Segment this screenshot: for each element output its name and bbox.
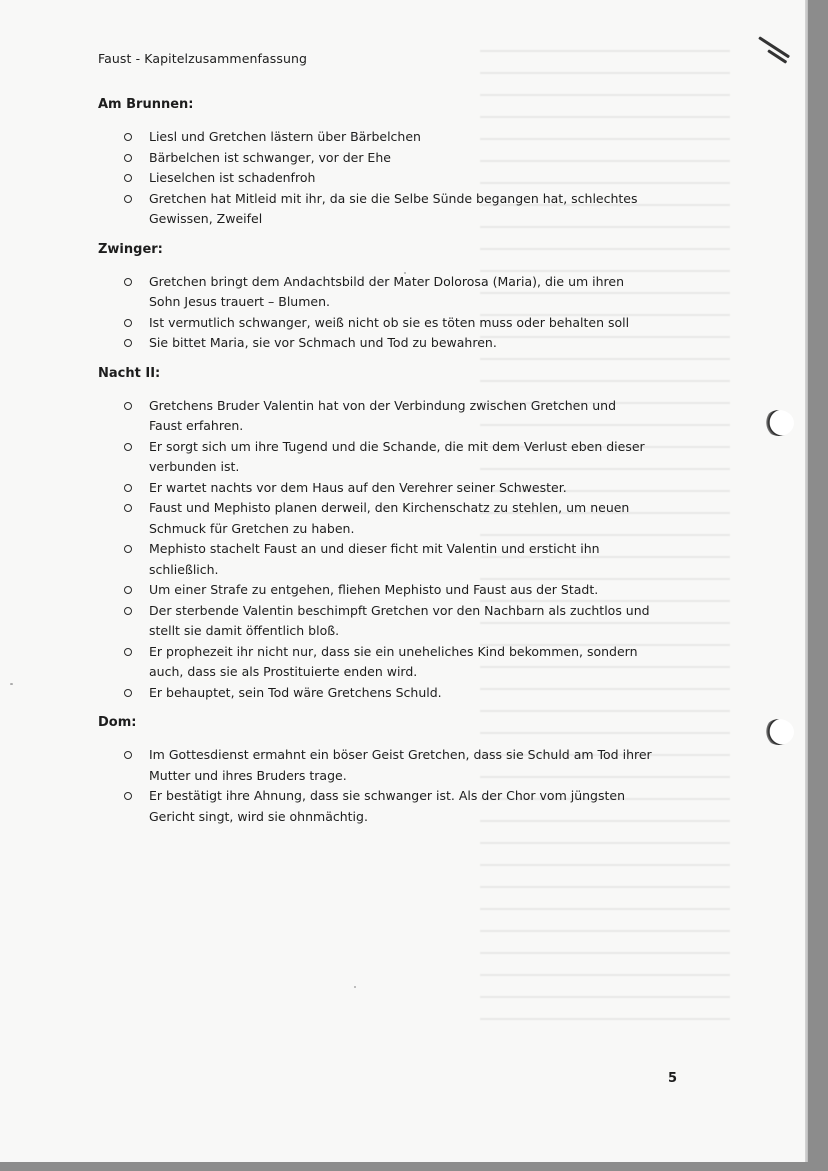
- section-heading: Am Brunnen:: [98, 97, 194, 112]
- bullet-text-line: Er prophezeit ihr nicht nur, dass sie ein uneheliches Kind bekommen, sondern: [149, 643, 638, 659]
- section: [98, 713, 688, 827]
- bullet-text-line: Gewissen, Zweifel: [149, 211, 263, 226]
- bullet-item: [98, 396, 688, 437]
- bullet-item: [98, 498, 688, 539]
- bullet-circle-icon: [124, 402, 132, 410]
- bullet-text-line: Sohn Jesus trauert – Blumen.: [149, 294, 330, 309]
- bullet-item: [98, 642, 688, 683]
- bullet-text-line: Sie bittet Maria, sie vor Schmach und Tod zu bewahren.: [149, 335, 497, 350]
- bullet-circle-icon: [124, 751, 132, 759]
- bullet-circle-icon: [124, 278, 132, 286]
- bullet-item: [98, 148, 688, 169]
- bullet-text-line: Der sterbende Valentin beschimpft Gretchen vor den Nachbarn als zuchtlos und: [149, 602, 650, 618]
- bullet-circle-icon: [124, 484, 132, 492]
- bullet-text-line: Gretchen bringt dem Andachtsbild der Mater Dolorosa (Maria), die um ihren: [149, 273, 625, 289]
- bullet-circle-icon: [124, 689, 132, 697]
- bullet-circle-icon: [124, 504, 132, 512]
- bullet-item: [98, 539, 688, 580]
- bullet-item: [98, 437, 688, 478]
- bullet-item: [98, 478, 688, 499]
- bullet-circle-icon: [124, 133, 132, 141]
- section: [98, 95, 688, 230]
- bullet-text-line: Gretchen hat Mitleid mit ihr, da sie die Selbe Sünde begangen hat, schlechtes: [149, 190, 638, 206]
- bullet-item: [98, 580, 688, 601]
- section-heading: Zwinger:: [98, 241, 163, 257]
- bullet-text-line: Er sorgt sich um ihre Tugend und die Schande, die mit dem Verlust eben dieser: [149, 438, 645, 454]
- bullet-item: [98, 601, 688, 642]
- bullet-text-line: Gretchens Bruder Valentin hat von der Verbindung zwischen Gretchen und: [149, 397, 617, 413]
- bullet-text-line: verbunden ist.: [149, 459, 240, 474]
- bullet-text-line: stellt sie damit öffentlich bloß.: [149, 623, 340, 638]
- punch-hole: [764, 719, 794, 745]
- bullet-circle-icon: [124, 607, 132, 615]
- bullet-item: [98, 272, 688, 313]
- bullet-text-line: Er behauptet, sein Tod wäre Gretchens Schuld.: [149, 684, 442, 700]
- bullet-item: [98, 313, 688, 334]
- bullet-item: [98, 683, 688, 704]
- bullet-circle-icon: [124, 648, 132, 656]
- bullet-text-line: schließlich.: [149, 561, 219, 577]
- scan-speck: [354, 986, 356, 988]
- bullet-text-line: Liesl und Gretchen lästern über Bärbelchen: [149, 129, 421, 144]
- bullet-text-line: Lieselchen ist schadenfroh: [149, 170, 316, 185]
- section-heading: Dom:: [98, 715, 137, 730]
- bullet-item: [98, 189, 688, 230]
- bullet-circle-icon: [124, 443, 132, 451]
- bullet-text-line: Mutter und ihres Bruders trage.: [149, 767, 347, 783]
- bullet-text-line: Schmuck für Gretchen zu haben.: [149, 520, 355, 536]
- bullet-text-line: Mephisto stachelt Faust an und dieser ficht mit Valentin und ersticht ihn: [149, 541, 600, 556]
- bullet-circle-icon: [124, 792, 132, 800]
- bullet-text-line: Er wartet nachts vor dem Haus auf den Verehrer seiner Schwester.: [149, 479, 567, 495]
- bullet-circle-icon: [124, 586, 132, 594]
- bullet-item: [98, 745, 688, 786]
- bullet-list: [98, 272, 688, 354]
- section: [98, 364, 688, 704]
- page-number: 5: [668, 1071, 678, 1086]
- bullet-text-line: Faust erfahren.: [149, 418, 244, 433]
- punch-hole: [764, 410, 794, 436]
- bullet-text-line: auch, dass sie als Prostituierte enden wird.: [149, 664, 418, 679]
- bullet-circle-icon: [124, 339, 132, 347]
- bullet-list: [98, 127, 688, 230]
- bullet-text-line: Er bestätigt ihre Ahnung, dass sie schwanger ist. Als der Chor vom jüngsten: [149, 788, 625, 803]
- bullet-circle-icon: [124, 154, 132, 162]
- bullet-list: [98, 745, 688, 827]
- section: [98, 240, 688, 354]
- bullet-text-line: Im Gottesdienst ermahnt ein böser Geist Gretchen, dass sie Schuld am Tod ihrer: [149, 747, 652, 762]
- scan-speck: [10, 683, 13, 685]
- bullet-item: [98, 168, 688, 189]
- bullet-circle-icon: [124, 545, 132, 553]
- bullet-item: [98, 127, 688, 148]
- bullet-circle-icon: [124, 195, 132, 203]
- bullet-item: [98, 786, 688, 827]
- bullet-item: [98, 333, 688, 354]
- bullet-text-line: Gericht singt, wird sie ohnmächtig.: [149, 808, 368, 824]
- section-heading: Nacht II:: [98, 365, 161, 381]
- bullet-circle-icon: [124, 174, 132, 182]
- bullet-list: [98, 396, 688, 704]
- bullet-text-line: Um einer Strafe zu entgehen, fliehen Mephisto und Faust aus der Stadt.: [149, 582, 599, 597]
- bullet-text-line: Ist vermutlich schwanger, weiß nicht ob sie es töten muss oder behalten soll: [149, 314, 630, 330]
- document-body: [98, 95, 688, 837]
- bullet-circle-icon: [124, 319, 132, 327]
- document-header: Faust - Kapitelzusammenfassung: [98, 51, 308, 66]
- bullet-text-line: Bärbelchen ist schwanger, vor der Ehe: [149, 149, 391, 165]
- bullet-text-line: Faust und Mephisto planen derweil, den Kirchenschatz zu stehlen, um neuen: [149, 500, 630, 515]
